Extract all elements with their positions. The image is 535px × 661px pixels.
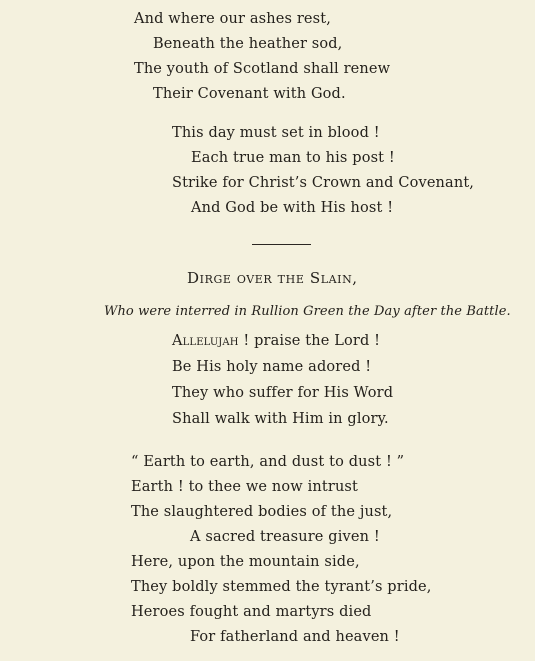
verse-line: And God be with His host !: [191, 200, 394, 216]
poem-subtitle: Who were interred in Rullion Green the Day after the Battle.: [104, 304, 511, 319]
opening-word: Allelujah: [172, 333, 239, 349]
verse-line: “ Earth to earth, and dust to dust ! ”: [131, 454, 405, 470]
verse-line: Shall walk with Him in glory.: [172, 411, 389, 427]
verse-line: A sacred treasure given !: [190, 529, 380, 545]
verse-line: The slaughtered bodies of the just,: [131, 504, 393, 520]
verse-line: Each true man to his post !: [191, 150, 395, 166]
verse-line: They boldly stemmed the tyrant’s pride,: [131, 579, 432, 595]
verse-line-rest: ! praise the Lord !: [238, 333, 381, 349]
verse-line: Strike for Christ’s Crown and Covenant,: [172, 175, 475, 191]
poem-title: Dirge over the Slain,: [187, 269, 358, 287]
verse-line: For fatherland and heaven !: [190, 629, 400, 645]
verse-line: And where our ashes rest,: [134, 11, 331, 27]
verse-line: The youth of Scotland shall renew: [134, 61, 391, 77]
verse-line: They who suffer for His Word: [172, 385, 394, 401]
verse-line: Heroes fought and martyrs died: [131, 604, 372, 620]
verse-line: Here, upon the mountain side,: [131, 554, 360, 570]
verse-line: Earth ! to thee we now intrust: [131, 479, 359, 495]
verse-line: [172, 334, 380, 349]
verse-line: Beneath the heather sod,: [153, 36, 343, 52]
verse-line: Be His holy name adored !: [172, 359, 372, 375]
verse-line: This day must set in blood !: [172, 125, 380, 141]
verse-line: Their Covenant with God.: [153, 86, 346, 102]
section-divider: [252, 244, 311, 245]
